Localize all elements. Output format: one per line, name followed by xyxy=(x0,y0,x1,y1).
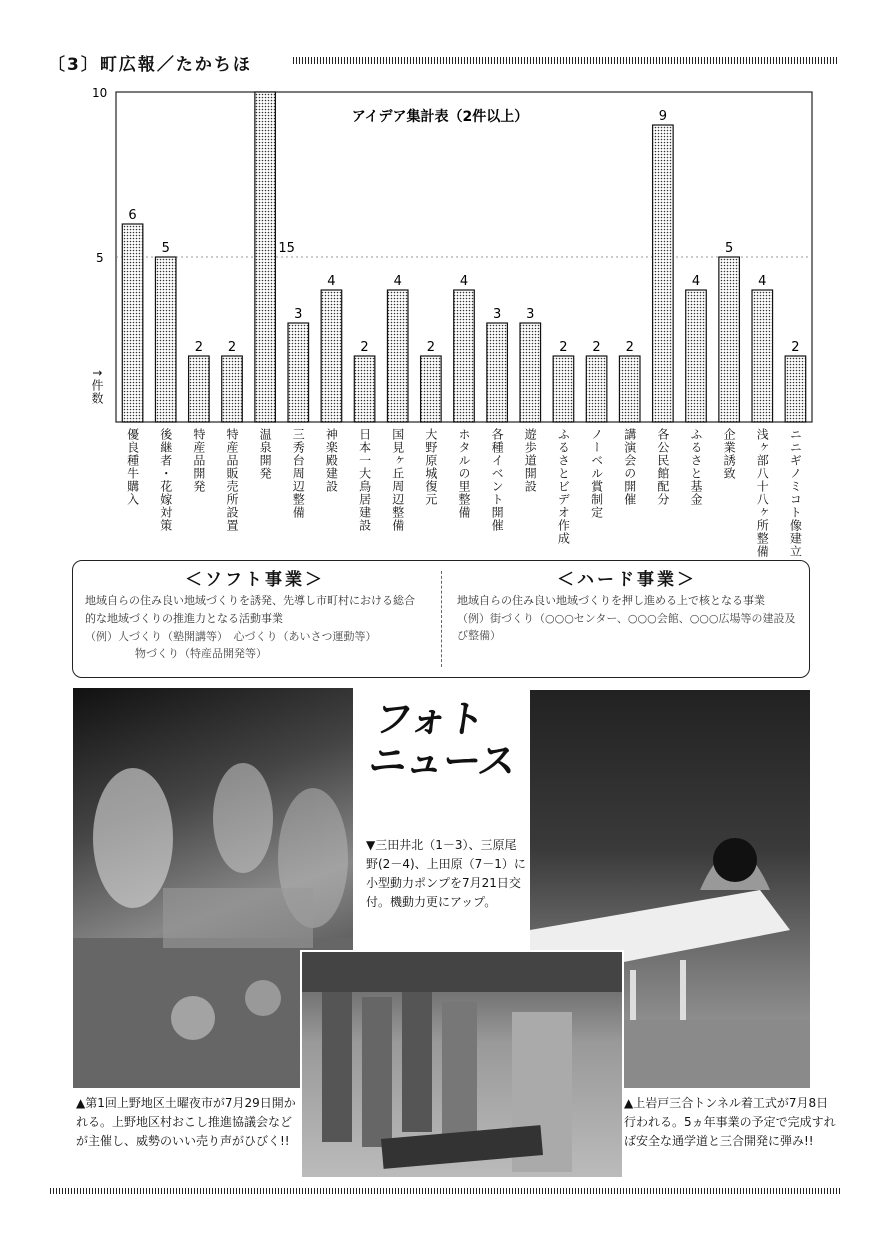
photo-news-title xyxy=(366,698,524,782)
bar-value-label: 4 xyxy=(758,274,767,289)
bar-6 xyxy=(321,290,342,422)
bar-19 xyxy=(752,290,773,422)
bar-value-label: 2 xyxy=(791,340,800,355)
bar-7 xyxy=(354,356,375,422)
category-label: ニニギノミコト像建立 xyxy=(788,428,803,558)
category-label: ふるさとビデオ作成 xyxy=(556,428,571,545)
page-title: 〔3〕町広報／たかちほ xyxy=(48,55,252,75)
bar-20 xyxy=(785,356,806,422)
category-label: 国見ヶ丘周辺整備 xyxy=(390,428,405,532)
bar-value-label: 3 xyxy=(526,307,535,322)
bar-8 xyxy=(387,290,408,422)
bar-value-label: 2 xyxy=(426,340,435,355)
box-divider xyxy=(441,571,442,667)
category-label: 温泉開発 xyxy=(258,428,273,480)
bar-value-label: 2 xyxy=(227,340,237,355)
footer-rule xyxy=(50,1188,840,1194)
bar-value-label: 15 xyxy=(278,241,295,256)
category-label: 日本一大鳥居建設 xyxy=(357,428,372,532)
bar-value-label: 4 xyxy=(327,274,336,289)
category-label: ふるさと基金 xyxy=(689,428,703,506)
photo-news-title-line1: フォト xyxy=(371,697,488,741)
hard-text: 地域自らの住み良い地域づくりを押し進める上で核となる事業 xyxy=(457,594,765,607)
category-label: ノーベル賞制定 xyxy=(589,428,604,519)
bar-value-label: 2 xyxy=(592,340,601,355)
hard-example: （例）街づくり（○○○センター、○○○会館、○○○広場等の建設及び整備） xyxy=(457,612,796,642)
photo-news-title-line2: ニュース xyxy=(365,739,519,783)
bar-12 xyxy=(520,323,541,422)
caption-tunnel-ceremony: ▲上岩戸三合トンネル着工式が7月8日行われる。5ヵ年事業の予定で完成すれば安全な通学道と三合開発に弾み!! xyxy=(624,1096,836,1148)
bar-value-label: 3 xyxy=(294,307,303,322)
bar-value-label: 9 xyxy=(658,109,667,124)
bar-value-label: 2 xyxy=(194,340,203,355)
bar-11 xyxy=(487,323,508,422)
category-label: ホタルの里整備 xyxy=(457,428,471,519)
category-label: 遊歩道開設 xyxy=(523,428,538,493)
category-label: 大野原城復元 xyxy=(423,428,438,506)
bar-value-label: 2 xyxy=(625,340,634,355)
bar-10 xyxy=(454,290,475,422)
bar-value-label: 4 xyxy=(459,274,469,289)
hard-title: ＜ハード事業＞ xyxy=(557,570,697,590)
pump-ceremony-scene xyxy=(302,952,622,1177)
soft-example-1: （例）人づくり（塾開講等） 心づくり（あいさつ運動等） xyxy=(85,630,377,643)
y-tick-5: 5 xyxy=(96,251,104,265)
bar-2 xyxy=(189,356,210,422)
bar-value-label: 5 xyxy=(725,241,734,256)
category-label: 特産品販売所設置 xyxy=(225,428,239,532)
category-label: 企業誘致 xyxy=(722,428,737,480)
category-label: 神楽殿建設 xyxy=(324,428,339,493)
category-label: 講演会の開催 xyxy=(622,428,637,506)
caption-night-market: ▲第1回上野地区土曜夜市が7月29日開かれる。上野地区村おこし推進協議会などが主催し、威勢のいい売り声がひびく!! xyxy=(76,1096,296,1148)
bar-value-label: 6 xyxy=(128,208,137,223)
bar-0 xyxy=(122,224,143,422)
bar-15 xyxy=(619,356,640,422)
bar-5 xyxy=(288,323,309,422)
bar-14 xyxy=(586,356,607,422)
soft-text: 地域自らの住み良い地域づくりを誘発、先導し市町村における総合的な地域づくりの推進力となる活動事業 xyxy=(85,594,415,625)
bar-value-label: 2 xyxy=(559,340,568,355)
bar-3 xyxy=(222,356,243,422)
y-tick-10: 10 xyxy=(92,86,108,100)
category-label: 各公民館配分 xyxy=(655,428,670,506)
bar-value-label: 5 xyxy=(161,241,170,256)
category-label: 優良種牛購入 xyxy=(125,428,140,506)
bar-value-label: 3 xyxy=(493,307,502,322)
hard-projects xyxy=(457,565,797,644)
bar-16 xyxy=(653,125,674,422)
bar-13 xyxy=(553,356,574,422)
bar-value-label: 2 xyxy=(360,340,369,355)
bar-17 xyxy=(686,290,707,422)
caption-pump-delivery: ▼三田井北（1－3）、三原尾野(2－4)、上田原（7－1）に小型動力ポンプを7月21日交付。機動力更にアップ。 xyxy=(366,838,526,909)
bar-value-label: 4 xyxy=(393,274,402,289)
chart-title: アイデア集計表（2件以上） xyxy=(351,109,529,125)
soft-projects xyxy=(85,565,425,662)
category-label: 三秀台周辺整備 xyxy=(291,428,306,519)
category-label: 浅ヶ部八十八ヶ所整備 xyxy=(755,428,770,558)
bar-9 xyxy=(421,356,442,422)
project-types-box xyxy=(72,560,810,678)
bar-18 xyxy=(719,257,740,422)
pump-ceremony-photo xyxy=(300,950,624,1179)
category-label: 後継者・花嫁対策 xyxy=(158,428,173,532)
soft-example-2: 物づくり（特産品開発等） xyxy=(135,647,267,660)
bar-1 xyxy=(155,257,176,422)
category-label: 各種イベント開催 xyxy=(490,428,505,532)
category-label: 特産品開発 xyxy=(191,428,206,493)
bar-4 xyxy=(255,92,276,422)
soft-title: ＜ソフト事業＞ xyxy=(185,570,325,590)
bar-value-label: 4 xyxy=(691,274,701,289)
y-axis-label: ↑件数 xyxy=(90,368,104,406)
